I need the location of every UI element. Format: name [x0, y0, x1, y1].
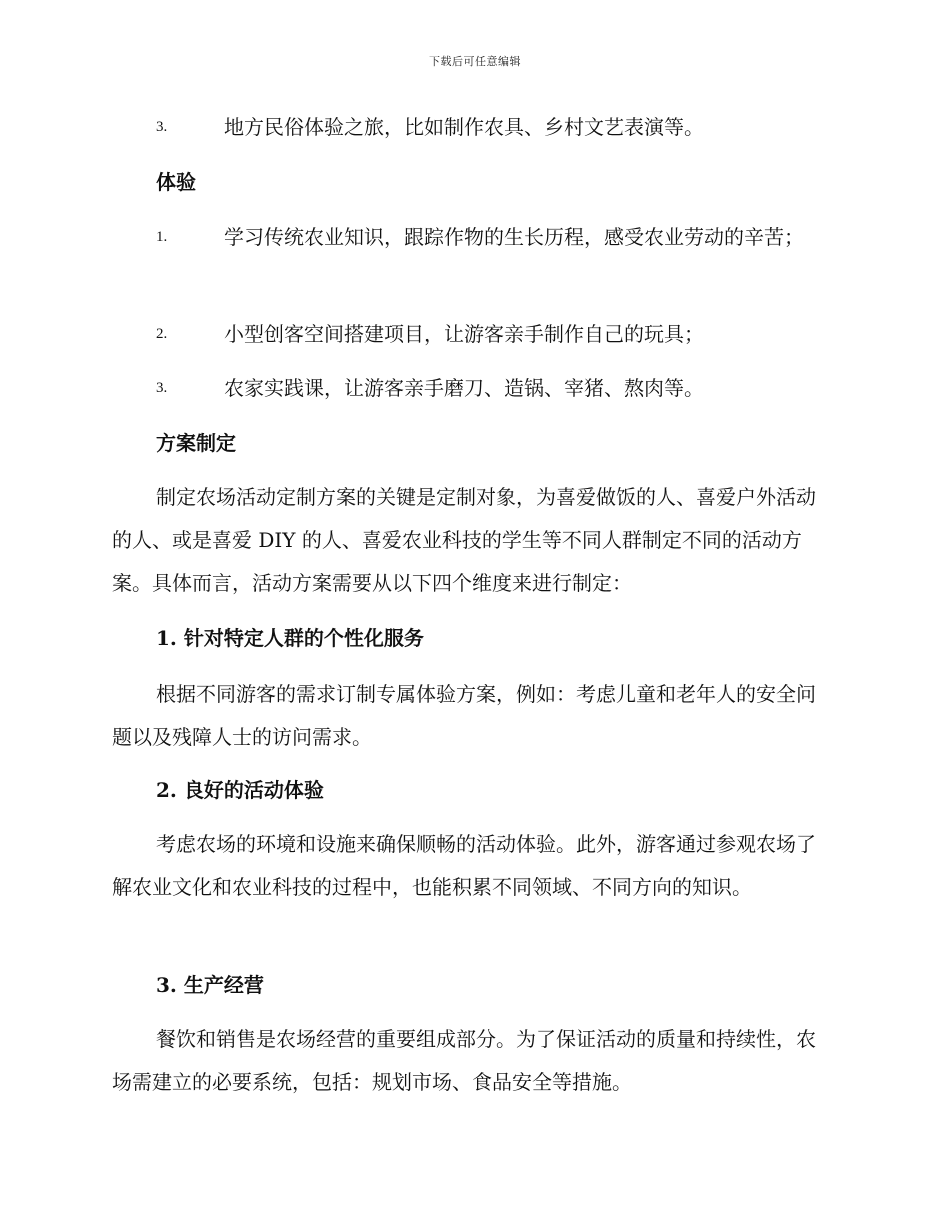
section-heading-1: 1. 针对特定人群的个性化服务 [156, 626, 424, 650]
list-item [112, 367, 832, 409]
paragraph-plan: 制定农场活动定制方案的关键是定制对象，为喜爱做饭的人、喜爱户外活动的人、或是喜爱 DIY 的人、喜爱农业科技的学生等不同人群制定不同的活动方案。具体而言，活动方案需要从以下四个维度来进行制定： [112, 485, 816, 595]
list-text: 学习传统农业知识，跟踪作物的生长历程，感受农业劳动的辛苦； [224, 225, 804, 249]
page-header: 下载后可任意编辑 [429, 55, 521, 68]
list-text: 地方民俗体验之旅，比如制作农具、乡村文艺表演等。 [224, 115, 704, 139]
section-heading-experience: 体验 [156, 170, 196, 194]
paragraph-2: 考虑农场的环境和设施来确保顺畅的活动体验。此外，游客通过参观农场了解农业文化和农业科技的过程中，也能积累不同领域、不同方向的知识。 [112, 832, 816, 899]
paragraph-1: 根据不同游客的需求订制专属体验方案，例如：考虑儿童和老年人的安全问题以及残障人士的访问需求。 [112, 682, 816, 749]
list-text: 小型创客空间搭建项目，让游客亲手制作自己的玩具； [224, 322, 704, 346]
list-number: 1. [156, 229, 168, 245]
section-heading-3: 3. 生产经营 [156, 973, 264, 997]
list-text: 农家实践课，让游客亲手磨刀、造锅、宰猪、熬肉等。 [224, 376, 704, 400]
list-number: 2. [156, 326, 168, 342]
section-heading-plan: 方案制定 [156, 431, 236, 455]
list-item [112, 216, 832, 258]
list-number: 3. [156, 380, 168, 396]
section-heading-2: 2. 良好的活动体验 [156, 778, 324, 802]
list-item [112, 106, 832, 148]
paragraph-3: 餐饮和销售是农场经营的重要组成部分。为了保证活动的质量和持续性，农场需建立的必要系统，包括：规划市场、食品安全等措施。 [112, 1027, 816, 1094]
list-number: 3. [156, 119, 168, 135]
list-item [112, 313, 832, 355]
